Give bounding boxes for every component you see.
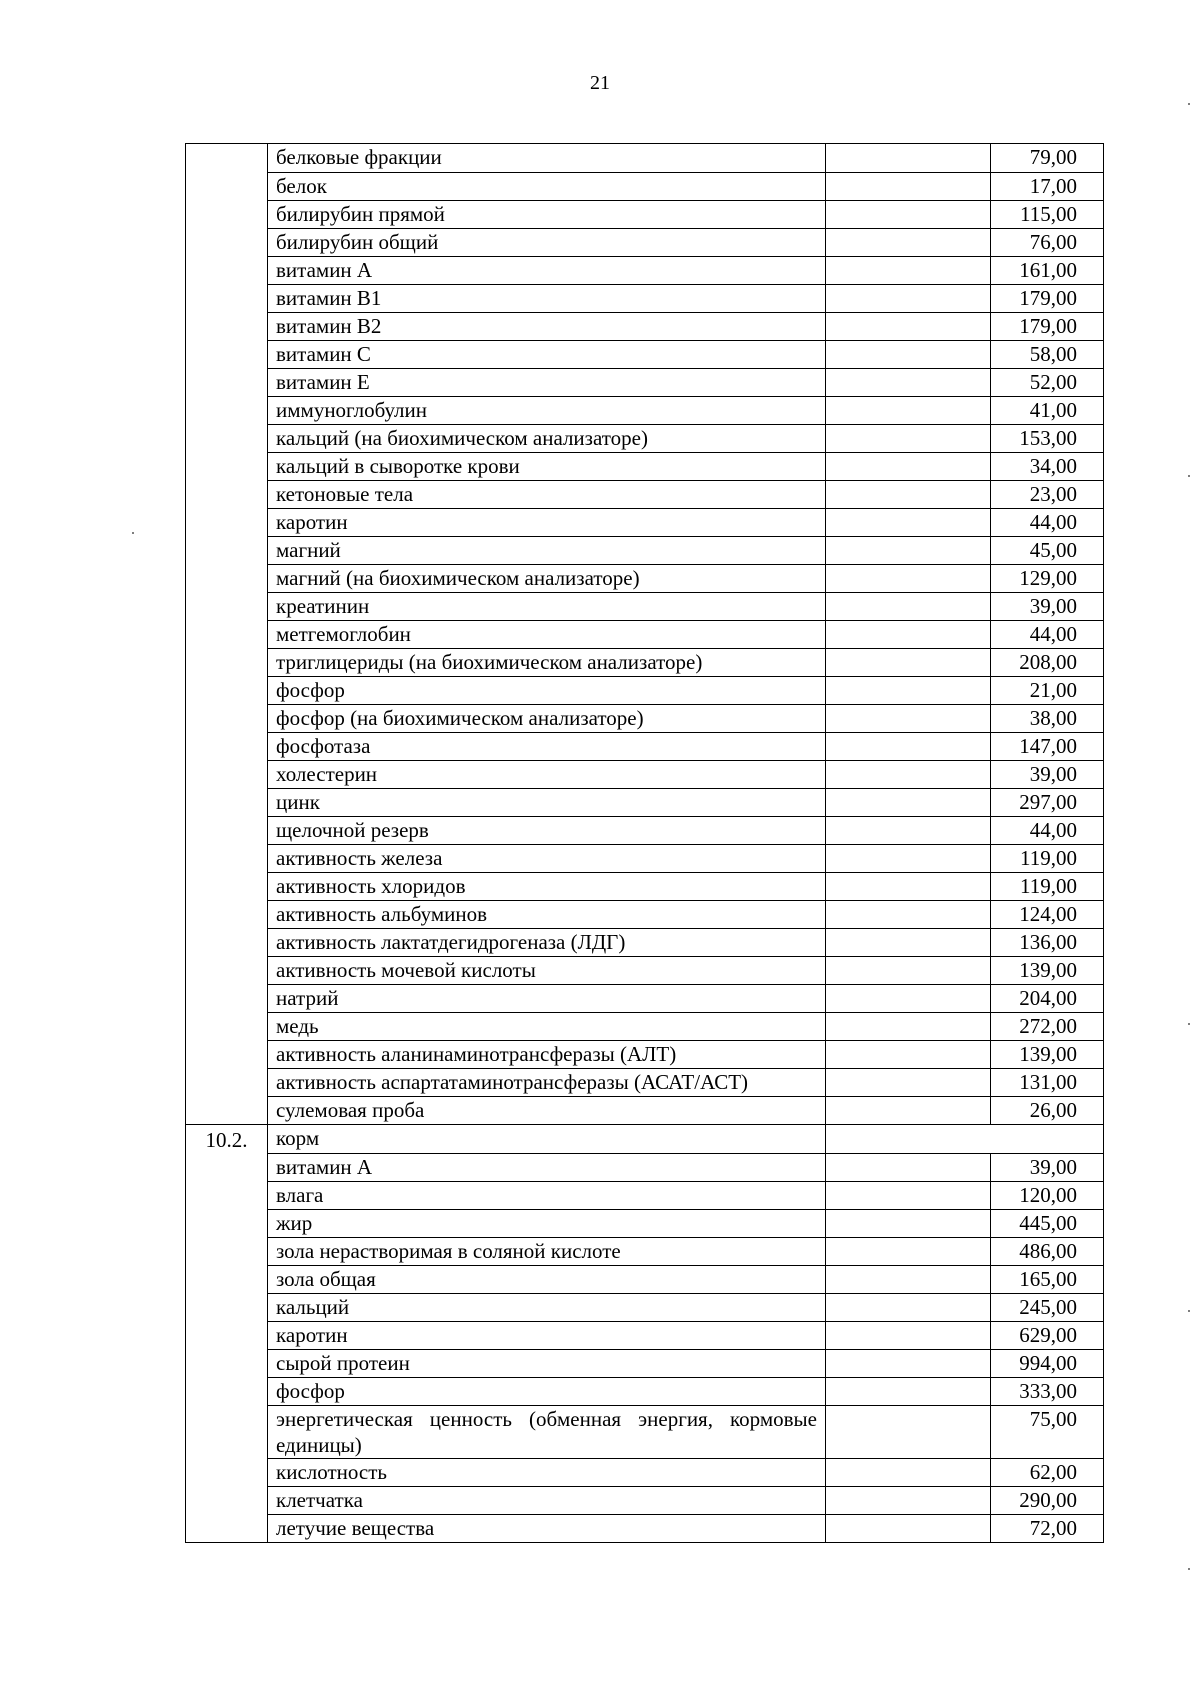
price-cell: 52,00 (991, 368, 1104, 396)
price-cell: 119,00 (991, 872, 1104, 900)
item-name-cell: креатинин (268, 592, 826, 620)
table-row (186, 1265, 1104, 1293)
table-row (186, 1096, 1104, 1125)
row-number-cell (186, 1377, 268, 1405)
price-cell: 75,00 (991, 1405, 1104, 1458)
row-number-cell (186, 228, 268, 256)
table-row (186, 1293, 1104, 1321)
row-number-cell (186, 1040, 268, 1068)
item-name-cell: зола нерастворимая в соляной кислоте (268, 1237, 826, 1265)
item-name-cell: активность мочевой кислоты (268, 956, 826, 984)
price-cell: 445,00 (991, 1209, 1104, 1237)
price-cell: 76,00 (991, 228, 1104, 256)
empty-unit-cell (826, 816, 991, 844)
empty-unit-cell (826, 1237, 991, 1265)
row-number-cell (186, 424, 268, 452)
item-name-cell: метгемоглобин (268, 620, 826, 648)
item-name-cell: иммуноглобулин (268, 396, 826, 424)
price-table-body (186, 144, 1104, 1543)
price-cell: 39,00 (991, 760, 1104, 788)
item-name-cell: летучие вещества (268, 1514, 826, 1543)
item-name-cell: фосфор (на биохимическом анализаторе) (268, 704, 826, 732)
empty-unit-cell (826, 592, 991, 620)
empty-unit-cell (826, 480, 991, 508)
price-cell: 165,00 (991, 1265, 1104, 1293)
price-cell: 136,00 (991, 928, 1104, 956)
empty-unit-cell (826, 788, 991, 816)
empty-unit-cell (826, 1265, 991, 1293)
row-number-cell (186, 144, 268, 173)
item-name-cell: фосфотаза (268, 732, 826, 760)
empty-unit-cell (826, 144, 991, 173)
table-row (186, 732, 1104, 760)
table-row (186, 1237, 1104, 1265)
table-row (186, 340, 1104, 368)
table-row (186, 844, 1104, 872)
empty-unit-cell (826, 676, 991, 704)
row-number-cell (186, 536, 268, 564)
empty-unit-cell (826, 1377, 991, 1405)
empty-unit-cell (826, 256, 991, 284)
table-row (186, 1068, 1104, 1096)
empty-unit-cell (826, 340, 991, 368)
price-cell: 23,00 (991, 480, 1104, 508)
empty-unit-cell (826, 928, 991, 956)
row-number-cell (186, 1068, 268, 1096)
empty-unit-cell (826, 172, 991, 200)
price-cell: 38,00 (991, 704, 1104, 732)
price-cell: 179,00 (991, 312, 1104, 340)
price-cell: 179,00 (991, 284, 1104, 312)
section-title-cell: корм (268, 1125, 826, 1154)
item-name-cell: витамин Е (268, 368, 826, 396)
table-row (186, 872, 1104, 900)
item-name-cell: каротин (268, 508, 826, 536)
row-number-cell (186, 760, 268, 788)
price-cell: 208,00 (991, 648, 1104, 676)
empty-unit-cell (826, 396, 991, 424)
table-row (186, 900, 1104, 928)
item-name-cell: кальций (на биохимическом анализаторе) (268, 424, 826, 452)
row-number-cell (186, 480, 268, 508)
item-name-cell: цинк (268, 788, 826, 816)
price-cell: 17,00 (991, 172, 1104, 200)
table-row (186, 760, 1104, 788)
table-row (186, 564, 1104, 592)
row-number-cell (186, 1486, 268, 1514)
item-name-cell: витамин В1 (268, 284, 826, 312)
empty-unit-cell (826, 760, 991, 788)
empty-unit-cell (826, 1012, 991, 1040)
price-cell: 79,00 (991, 144, 1104, 173)
empty-unit-cell (826, 1181, 991, 1209)
item-name-cell: жир (268, 1209, 826, 1237)
row-number-cell (186, 1458, 268, 1486)
price-cell: 41,00 (991, 396, 1104, 424)
empty-unit-cell (826, 536, 991, 564)
row-number-cell (186, 676, 268, 704)
empty-unit-cell (826, 1349, 991, 1377)
item-name-cell: триглицериды (на биохимическом анализаторе) (268, 648, 826, 676)
empty-unit-cell (826, 1096, 991, 1125)
item-name-cell: натрий (268, 984, 826, 1012)
empty-unit-cell (826, 704, 991, 732)
empty-unit-cell (826, 1040, 991, 1068)
item-name-cell: витамин В2 (268, 312, 826, 340)
row-number-cell (186, 928, 268, 956)
item-name-cell: клетчатка (268, 1486, 826, 1514)
table-row (186, 1458, 1104, 1486)
price-cell: 72,00 (991, 1514, 1104, 1543)
table-row (186, 788, 1104, 816)
table-row (186, 144, 1104, 173)
row-number-cell (186, 1265, 268, 1293)
item-name-cell: белок (268, 172, 826, 200)
row-number-cell (186, 312, 268, 340)
row-number-cell (186, 340, 268, 368)
row-number-cell (186, 1293, 268, 1321)
row-number-cell (186, 704, 268, 732)
item-name-cell: медь (268, 1012, 826, 1040)
table-row (186, 452, 1104, 480)
price-cell: 62,00 (991, 1458, 1104, 1486)
price-cell: 272,00 (991, 1012, 1104, 1040)
row-number-cell (186, 844, 268, 872)
price-cell: 39,00 (991, 592, 1104, 620)
item-name-cell: сырой протеин (268, 1349, 826, 1377)
row-number-cell (186, 900, 268, 928)
price-cell: 21,00 (991, 676, 1104, 704)
row-number-cell (186, 1153, 268, 1181)
empty-unit-cell (826, 1405, 991, 1458)
table-row (186, 704, 1104, 732)
empty-unit-cell (826, 1458, 991, 1486)
table-row (186, 1514, 1104, 1543)
row-number-cell (186, 284, 268, 312)
table-row (186, 228, 1104, 256)
row-number-cell (186, 256, 268, 284)
table-row (186, 1405, 1104, 1458)
empty-unit-cell (826, 872, 991, 900)
empty-unit-cell (826, 620, 991, 648)
row-number-cell (186, 396, 268, 424)
empty-unit-cell (826, 1153, 991, 1181)
empty-unit-cell (826, 424, 991, 452)
empty-unit-cell (826, 228, 991, 256)
empty-unit-cell (826, 732, 991, 760)
item-name-cell: билирубин прямой (268, 200, 826, 228)
row-number-cell (186, 172, 268, 200)
item-name-cell: кальций (268, 1293, 826, 1321)
row-number-cell (186, 592, 268, 620)
row-number-cell (186, 984, 268, 1012)
table-row (186, 1377, 1104, 1405)
empty-unit-cell (826, 984, 991, 1012)
table-row (186, 816, 1104, 844)
price-cell: 26,00 (991, 1096, 1104, 1125)
price-cell: 44,00 (991, 620, 1104, 648)
item-name-cell: магний (268, 536, 826, 564)
empty-unit-cell (826, 900, 991, 928)
row-number-cell (186, 816, 268, 844)
price-cell: 629,00 (991, 1321, 1104, 1349)
price-cell: 204,00 (991, 984, 1104, 1012)
item-name-cell: белковые фракции (268, 144, 826, 173)
table-row (186, 480, 1104, 508)
row-number-cell (186, 620, 268, 648)
price-cell: 131,00 (991, 1068, 1104, 1096)
price-cell: 161,00 (991, 256, 1104, 284)
item-name-cell: зола общая (268, 1265, 826, 1293)
row-number-cell (186, 1237, 268, 1265)
row-number-cell (186, 1514, 268, 1543)
table-row (186, 1209, 1104, 1237)
table-row (186, 984, 1104, 1012)
table-row (186, 536, 1104, 564)
empty-unit-cell (826, 312, 991, 340)
price-cell: 245,00 (991, 1293, 1104, 1321)
price-cell: 147,00 (991, 732, 1104, 760)
row-number-cell (186, 1349, 268, 1377)
empty-unit-cell (826, 648, 991, 676)
price-cell: 994,00 (991, 1349, 1104, 1377)
table-row (186, 172, 1104, 200)
empty-unit-cell (826, 956, 991, 984)
item-name-cell: холестерин (268, 760, 826, 788)
item-name-cell: магний (на биохимическом анализаторе) (268, 564, 826, 592)
item-name-cell: каротин (268, 1321, 826, 1349)
item-name-cell: фосфор (268, 676, 826, 704)
price-cell: 153,00 (991, 424, 1104, 452)
price-cell: 58,00 (991, 340, 1104, 368)
price-cell: 34,00 (991, 452, 1104, 480)
empty-unit-cell (826, 564, 991, 592)
empty-unit-cell (826, 1209, 991, 1237)
empty-unit-cell (826, 508, 991, 536)
row-number-cell (186, 1181, 268, 1209)
table-row (186, 1040, 1104, 1068)
row-number-cell (186, 1321, 268, 1349)
price-cell: 290,00 (991, 1486, 1104, 1514)
price-cell: 115,00 (991, 200, 1104, 228)
page-number: 21 (590, 72, 610, 94)
table-row (186, 1153, 1104, 1181)
table-row (186, 1349, 1104, 1377)
table-row (186, 956, 1104, 984)
item-name-cell: витамин А (268, 256, 826, 284)
item-name-cell: энергетическая ценность (обменная энергия, кормовые единицы) (268, 1405, 826, 1458)
empty-unit-cell (826, 1293, 991, 1321)
item-name-cell: активность аланинаминотрансферазы (АЛТ) (268, 1040, 826, 1068)
price-cell: 129,00 (991, 564, 1104, 592)
price-cell: 45,00 (991, 536, 1104, 564)
table-row (186, 424, 1104, 452)
price-cell: 486,00 (991, 1237, 1104, 1265)
empty-unit-cell (826, 200, 991, 228)
price-cell: 139,00 (991, 1040, 1104, 1068)
row-number-cell (186, 564, 268, 592)
price-cell: 333,00 (991, 1377, 1104, 1405)
item-name-cell: кальций в сыворотке крови (268, 452, 826, 480)
item-name-cell: кислотность (268, 1458, 826, 1486)
item-name-cell: фосфор (268, 1377, 826, 1405)
item-name-cell: щелочной резерв (268, 816, 826, 844)
item-name-cell: влага (268, 1181, 826, 1209)
section-header-row (186, 1125, 1104, 1154)
row-number-cell (186, 956, 268, 984)
item-name-cell: активность лактатдегидрогеназа (ЛДГ) (268, 928, 826, 956)
price-cell: 39,00 (991, 1153, 1104, 1181)
row-number-cell (186, 788, 268, 816)
item-name-cell: активность альбуминов (268, 900, 826, 928)
item-name-cell: активность аспартатаминотрансферазы (АСАТ/АСТ) (268, 1068, 826, 1096)
row-number-cell (186, 368, 268, 396)
empty-unit-cell (826, 1514, 991, 1543)
empty-price-cell (826, 1125, 1104, 1154)
row-number-cell (186, 508, 268, 536)
section-number-cell: 10.2. (186, 1125, 268, 1154)
row-number-cell (186, 1209, 268, 1237)
row-number-cell (186, 872, 268, 900)
item-name-cell: кетоновые тела (268, 480, 826, 508)
row-number-cell (186, 732, 268, 760)
empty-unit-cell (826, 1321, 991, 1349)
row-number-cell (186, 1012, 268, 1040)
table-row (186, 312, 1104, 340)
table-row (186, 676, 1104, 704)
table-row (186, 284, 1104, 312)
price-cell: 124,00 (991, 900, 1104, 928)
item-name-cell: витамин С (268, 340, 826, 368)
price-cell: 44,00 (991, 508, 1104, 536)
item-name-cell: активность хлоридов (268, 872, 826, 900)
price-cell: 119,00 (991, 844, 1104, 872)
price-table (185, 143, 1104, 1543)
row-number-cell (186, 648, 268, 676)
table-row (186, 620, 1104, 648)
table-row (186, 1181, 1104, 1209)
table-row (186, 592, 1104, 620)
row-number-cell (186, 1096, 268, 1125)
table-row (186, 1486, 1104, 1514)
row-number-cell (186, 1405, 268, 1458)
empty-unit-cell (826, 1068, 991, 1096)
price-cell: 120,00 (991, 1181, 1104, 1209)
empty-unit-cell (826, 1486, 991, 1514)
item-name-cell: билирубин общий (268, 228, 826, 256)
row-number-cell (186, 200, 268, 228)
table-row (186, 368, 1104, 396)
table-row (186, 1321, 1104, 1349)
price-cell: 139,00 (991, 956, 1104, 984)
table-row (186, 508, 1104, 536)
price-cell: 44,00 (991, 816, 1104, 844)
empty-unit-cell (826, 452, 991, 480)
empty-unit-cell (826, 368, 991, 396)
table-row (186, 1012, 1104, 1040)
item-name-cell: активность железа (268, 844, 826, 872)
table-row (186, 256, 1104, 284)
empty-unit-cell (826, 844, 991, 872)
table-row (186, 200, 1104, 228)
table-row (186, 648, 1104, 676)
row-number-cell (186, 452, 268, 480)
item-name-cell: витамин А (268, 1153, 826, 1181)
table-row (186, 396, 1104, 424)
empty-unit-cell (826, 284, 991, 312)
table-row (186, 928, 1104, 956)
price-cell: 297,00 (991, 788, 1104, 816)
item-name-cell: сулемовая проба (268, 1096, 826, 1125)
